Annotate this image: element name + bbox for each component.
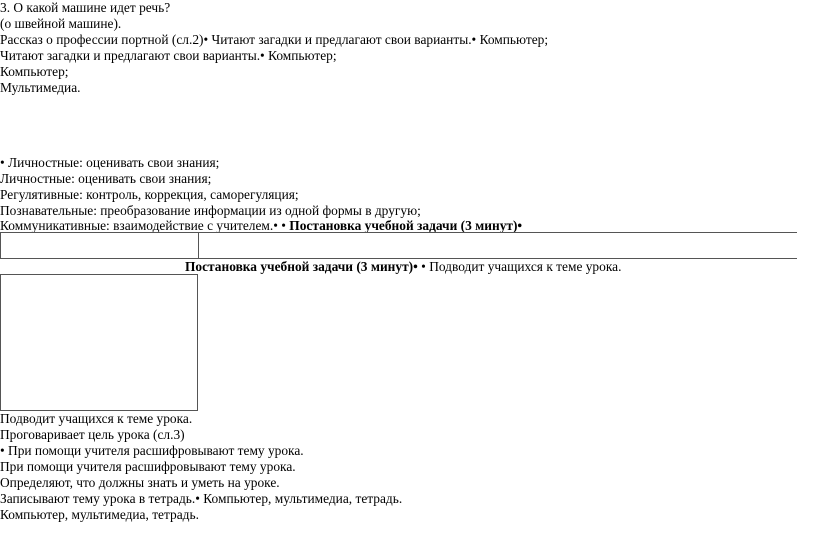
communicative-uud-text: Коммуникативные: взаимодействие с учителем.• •	[0, 218, 290, 233]
decode-topic-bullet: • При помощи учителя расшифровывают тему урока.	[0, 443, 304, 458]
answer-line: (о швейной машине).	[0, 16, 122, 31]
resource-multimedia: Мультимедиа.	[0, 80, 81, 95]
decode-topic: При помощи учителя расшифровывают тему урока.	[0, 459, 296, 474]
define-goals: Определяют, что должны знать и уметь на уроке.	[0, 475, 280, 490]
cognitive-uud: Познавательные: преобразование информации из одной формы в другую;	[0, 203, 421, 218]
table-rule-top	[0, 232, 797, 233]
resources-line: Компьютер, мультимедиа, тетрадь.	[0, 507, 199, 522]
story-line: Рассказ о профессии портной (сл.2)• Читают загадки и предлагают свои варианты.• Компьютер;	[0, 32, 549, 47]
table-column-divider	[198, 232, 199, 258]
personal-uud: Личностные: оценивать свои знания;	[0, 171, 212, 186]
riddles-line: Читают загадки и предлагают свои варианты.• Компьютер;	[0, 48, 337, 63]
image-placeholder-box	[0, 274, 198, 411]
question-heading: 3. О какой машине идет речь?	[0, 0, 171, 15]
stage-title: Постановка учебной задачи (3 минут)•	[185, 259, 418, 274]
stage-title-inline: Постановка учебной задачи (3 минут)•	[289, 218, 523, 233]
resource-computer: Компьютер;	[0, 64, 69, 79]
write-topic-line: Записывают тему урока в тетрадь.• Компьютер, мультимедиа, тетрадь.	[0, 491, 403, 506]
lesson-goal-line: Проговаривает цель урока (сл.3)	[0, 427, 185, 442]
regulatory-uud: Регулятивные: контроль, коррекция, саморегуляция;	[0, 187, 299, 202]
stage-teacher-action: • Подводит учащихся к теме урока.	[417, 259, 622, 274]
table-left-border	[0, 232, 1, 258]
personal-uud-bullet: • Личностные: оценивать свои знания;	[0, 155, 220, 170]
teacher-leads-topic: Подводит учащихся к теме урока.	[0, 411, 193, 426]
stage-heading-line	[185, 259, 621, 275]
